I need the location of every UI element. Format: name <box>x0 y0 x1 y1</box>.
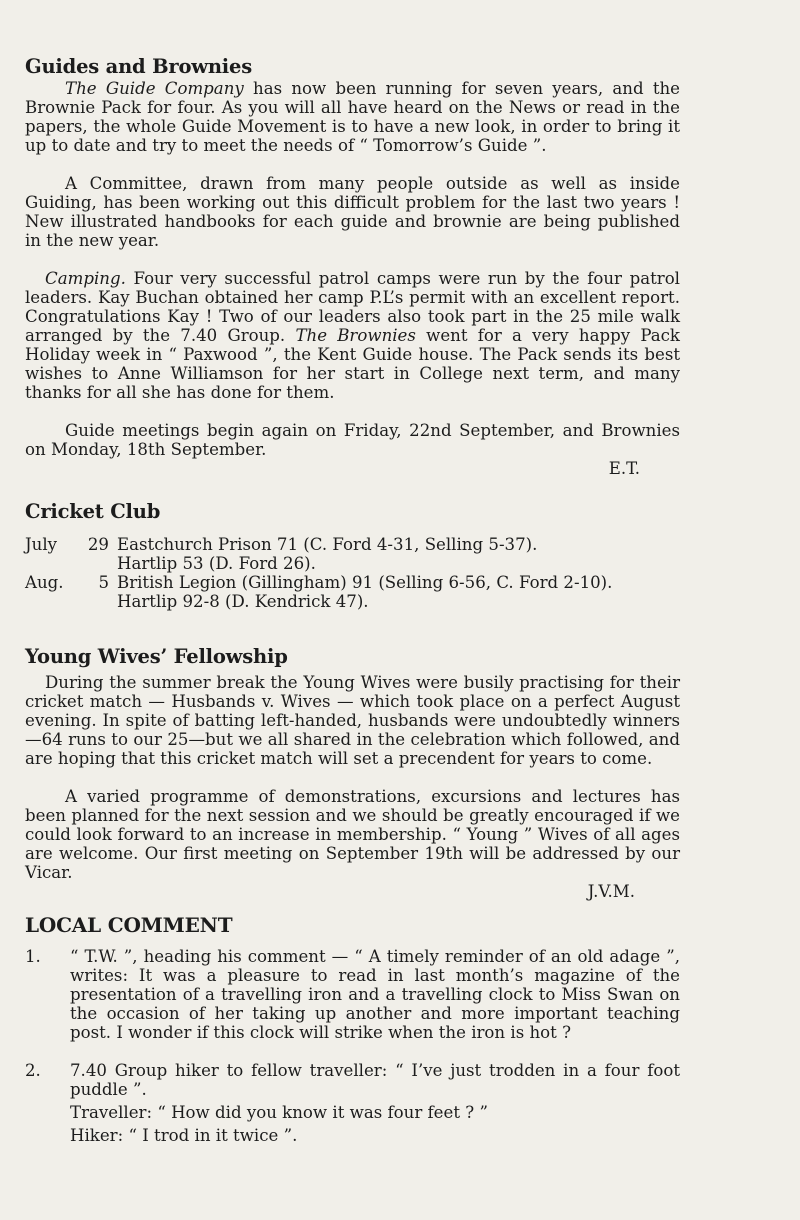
cricket-result-line: Eastchurch Prison 71 (C. Ford 4-31, Selling 5-37). <box>117 535 538 554</box>
guides-paragraph-1 <box>25 79 680 155</box>
cricket-month: July <box>25 535 58 554</box>
cricket-result-row <box>25 573 680 611</box>
comment-item <box>25 947 680 1042</box>
comment-text: “ T.W. ”, heading his comment — “ A timely reminder of an old adage ”, writes: It was a pleasure to read in last month’s magazine of the presentation of a travelling iron and a travelling clock to Miss Swan on the occasion of her taking up another and more important teaching post. I wonder if this clock will strike when the iron is hot ? <box>70 947 680 1042</box>
guides-paragraph-3 <box>25 269 680 402</box>
cricket-result-line: Hartlip 92-8 (D. Kendrick 47). <box>117 592 369 611</box>
traveller-line: Traveller: “ How did you know it was four feet ? ” <box>70 1103 488 1122</box>
guide-company-italic: The Guide Company <box>65 79 244 98</box>
wives-heading: Young Wives’ Fellowship <box>25 645 288 668</box>
guides-section <box>25 55 680 478</box>
cricket-month: Aug. <box>25 573 64 592</box>
cricket-heading: Cricket Club <box>25 500 161 523</box>
wives-section <box>25 645 680 901</box>
cricket-result-line: Hartlip 53 (D. Ford 26). <box>117 554 316 573</box>
wives-paragraph-2: A varied programme of demonstrations, excursions and lectures has been planned for the next session and we should be greatly encouraged if we could look forward to an increase in membership. “ Young ” Wives of all ages are welcome. Our first meeting on September 19th will be addressed by our Vicar. <box>25 787 680 882</box>
cricket-result-line: British Legion (Gillingham) 91 (Selling 6-56, C. Ford 2-10). <box>117 573 613 592</box>
camping-italic: Camping. <box>45 269 126 288</box>
guides-paragraph-3-end: went for a very happy Pack Holiday week in “ Paxwood ”, the Kent Guide house. The Pack sends its best wishes to Anne Williamson for her start in College next term, and many thanks for all she has done for them. <box>25 326 680 402</box>
cricket-section <box>25 500 680 611</box>
comment-text: 7.40 Group hiker to fellow traveller: “ I’ve just trodden in a four foot puddle ”. <box>70 1061 680 1099</box>
comment-number: 2. <box>25 1061 41 1080</box>
hiker-line: Hiker: “ I trod in it twice ”. <box>70 1126 298 1145</box>
wives-paragraph-1: During the summer break the Young Wives were busily practising for their cricket match — Husbands v. Wives — which took place on a perfect August evening. In spite of batting left-handed, husbands were undoubtedly winners—64 runs to our 25—but we all shared in the celebration which followed, and are hoping that this cricket match will set a precendent for years to come. <box>25 673 680 768</box>
guides-paragraph-3-text: Four very successful patrol camps were run by the four patrol leaders. Kay Buchan obtained her camp P.L’s permit with an excellent report. Congratulations Kay ! Two of our leaders also took part in the 25 mile walk arranged by the 7.40 Group. <box>25 269 680 345</box>
comment-number: 1. <box>25 947 41 966</box>
local-comment-section <box>25 913 680 1145</box>
page-content <box>25 55 680 1145</box>
cricket-day: 5 <box>98 573 109 592</box>
cricket-day: 29 <box>87 535 109 554</box>
comment-item <box>25 1061 680 1145</box>
cricket-result-row <box>25 535 680 573</box>
guides-signature: E.T. <box>608 459 640 478</box>
local-comment-heading: LOCAL COMMENT <box>25 913 233 937</box>
guides-heading: Guides and Brownies <box>25 55 253 78</box>
brownies-italic: The Brownies <box>295 326 416 345</box>
wives-signature: J.V.M. <box>587 882 635 901</box>
guides-paragraph-2: A Committee, drawn from many people outside as well as inside Guiding, has been working out this difficult problem for the last two years ! New illustrated handbooks for each guide and brownie are being published in the new year. <box>25 174 680 250</box>
guides-paragraph-4: Guide meetings begin again on Friday, 22nd September, and Brownies on Monday, 18th September. <box>25 421 680 459</box>
guides-paragraph-1-text: has now been running for seven years, and the Brownie Pack for four. As you will all have heard on the News or read in the papers, the whole Guide Movement is to have a new look, in order to bring it up to date and try to meet the needs of “ Tomorrow’s Guide ”. <box>25 79 680 155</box>
